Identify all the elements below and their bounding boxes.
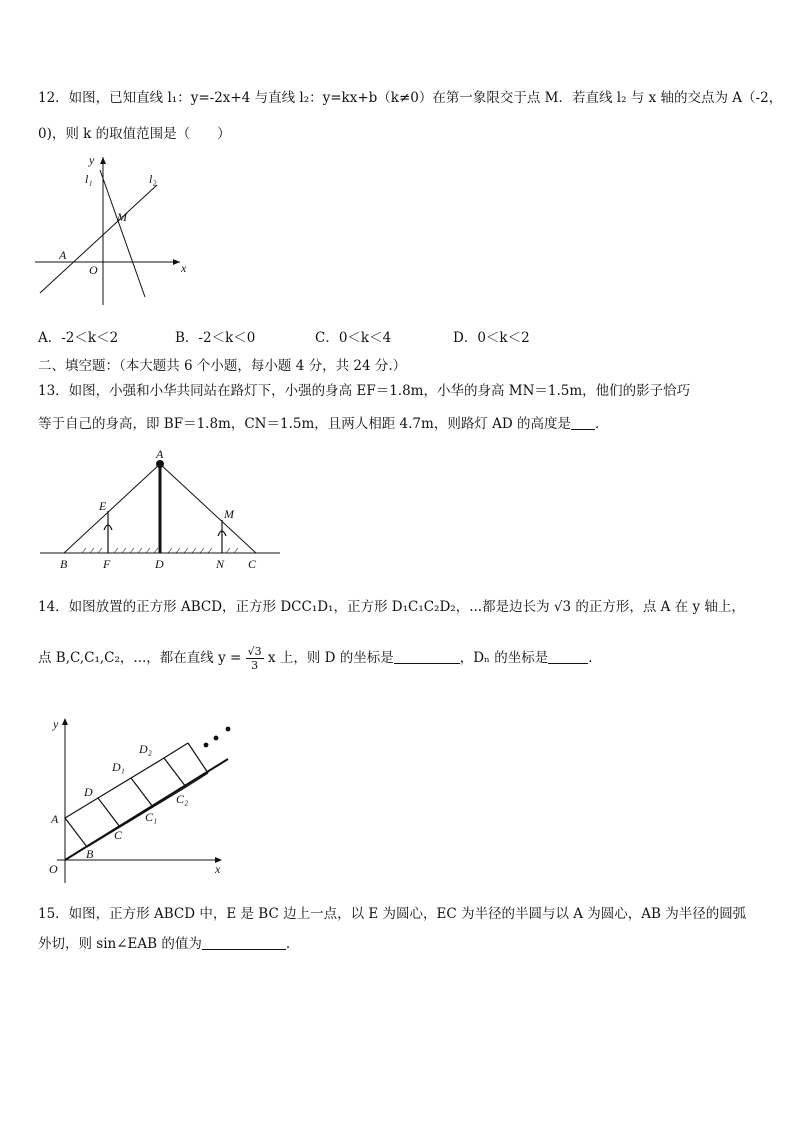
q12-option-b: B．-2＜k＜0 [175, 330, 256, 346]
q13-label-N: N [216, 557, 225, 571]
q14-line2 [38, 642, 593, 674]
q13-line1: 13．如图，小强和小华共同站在路灯下，小强的身高 EF＝1.8m，小华的身高 MN＝1.5m，他们的影子恰巧 [38, 383, 691, 399]
q15-line1: 15．如图，正方形 ABCD 中，E 是 BC 边上一点，以 E 为圆心，EC 为半径的半圆与以 A 为圆心，AB 为半径的圆弧 [38, 906, 747, 922]
q14-label-D2: D₂ [139, 742, 152, 756]
q14-frac-den: 3 [251, 659, 259, 672]
q12-label-O: O [89, 263, 98, 277]
q14-answer-blank-2[interactable] [548, 649, 588, 664]
q14-fraction [246, 645, 264, 672]
q13-label-B: B [60, 557, 68, 571]
q14-line2-a: 点 B,C,C₁,C₂，...，都在直线 y = [38, 650, 242, 666]
section-heading: 二、填空题：（本大题共 6 个小题，每小题 4 分，共 24 分.） [38, 358, 407, 374]
q12-label-x: x [181, 261, 187, 275]
q14-label-x: x [215, 862, 221, 876]
q14-answer-blank-1[interactable] [394, 649, 460, 664]
q12-figure [35, 155, 195, 305]
q15-line2-text: 外切，则 sin∠EAB 的值为 [38, 936, 202, 952]
q13-answer-blank[interactable] [571, 415, 595, 430]
q14-line2-b: x 上，则 D 的坐标是 [267, 650, 394, 666]
q14-line1: 14．如图放置的正方形 ABCD，正方形 DCC₁D₁，正方形 D₁C₁C₂D₂，...都是边长为 √3 的正方形，点 A 在 y 轴上， [38, 599, 745, 615]
q14-frac-num: √3 [247, 645, 262, 658]
q12-label-l2: l₂ [149, 172, 157, 186]
q13-label-E: E [99, 499, 107, 513]
q12-label-M: M [117, 210, 127, 224]
q15-answer-blank[interactable] [202, 935, 286, 950]
q15-line2 [38, 934, 290, 954]
q13-label-D: D [155, 557, 164, 571]
q14-figure [45, 715, 245, 885]
q13-line2 [38, 414, 608, 434]
q12-option-c: C．0＜k＜4 [315, 330, 392, 346]
q14-line2-d: . [588, 650, 593, 666]
q12-label-y: y [89, 153, 95, 167]
q13-figure [40, 448, 290, 573]
q14-label-B: B [86, 847, 94, 861]
q14-label-C2: C₂ [176, 792, 189, 806]
q14-line2-c: ，Dₙ 的坐标是 [459, 650, 549, 666]
q13-line2-text: 等于自己的身高，即 BF＝1.8m，CN＝1.5m，且两人相距 4.7m，则路灯 AD 的高度是 [38, 416, 571, 432]
q15-line2-end: . [285, 936, 291, 952]
q12-line2: 0)，则 k 的取值范围是（ ） [38, 126, 231, 142]
q13-label-A: A [156, 447, 164, 461]
q14-label-O: O [49, 862, 58, 876]
q12-option-d: D．0＜k＜2 [453, 330, 530, 346]
q14-label-D: D [84, 785, 93, 799]
q13-label-C: C [248, 557, 257, 571]
q14-label-C: C [114, 828, 123, 842]
q14-label-A: A [51, 812, 59, 826]
q13-label-M: M [224, 507, 234, 521]
q12-option-a: A．-2＜k＜2 [38, 330, 119, 346]
q14-label-y: y [53, 717, 59, 731]
q13-line2-end: ． [594, 416, 609, 432]
q14-label-C1: C₁ [145, 810, 158, 824]
q13-label-F: F [103, 557, 111, 571]
q12-label-A: A [59, 248, 67, 262]
q12-line1: 12．如图，已知直线 l₁：y=-2x+4 与直线 l₂：y=kx+b（k≠0）在第一象限交于点 M．若直线 l₂ 与 x 轴的交点为 A（-2， [38, 90, 783, 106]
q12-label-l1: l₁ [85, 172, 93, 186]
q14-label-D1: D₁ [112, 760, 125, 774]
